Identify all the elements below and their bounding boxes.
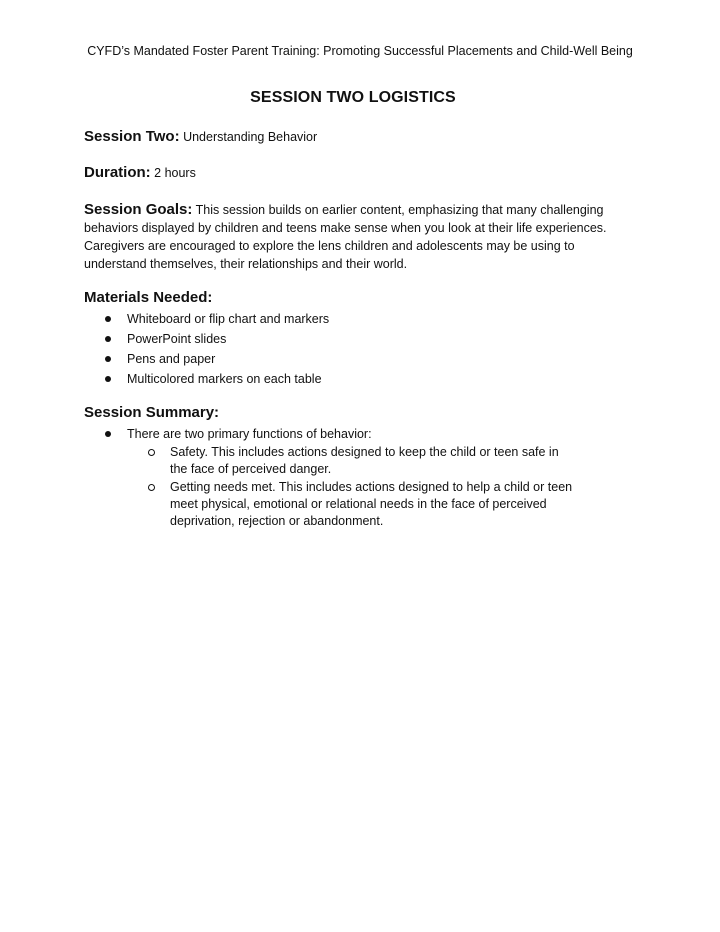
list-item xyxy=(84,329,329,349)
material-item: PowerPoint slides xyxy=(127,332,227,346)
list-item xyxy=(84,349,329,369)
duration-value: 2 hours xyxy=(154,166,196,180)
list-item xyxy=(84,309,329,329)
hollow-bullet-icon xyxy=(148,484,155,491)
material-item: Multicolored markers on each table xyxy=(127,372,322,386)
materials-heading: Materials Needed: xyxy=(84,289,213,306)
duration-label: Duration: xyxy=(84,164,151,181)
sub-list-item xyxy=(127,479,577,530)
session-field xyxy=(84,128,317,146)
bullet-icon xyxy=(105,376,111,382)
material-item: Whiteboard or flip chart and markers xyxy=(127,312,330,326)
duration-field xyxy=(84,164,196,182)
summary-list xyxy=(84,424,624,531)
page-title: SESSION TWO LOGISTICS xyxy=(250,89,456,106)
summary-subitem-text: Getting needs met. This includes actions designed to help a child or teen meet physical, emotional or relational needs in the face of perceived deprivation, rejection or abandonment. xyxy=(170,480,573,528)
summary-sublist xyxy=(127,444,577,530)
bullet-icon xyxy=(105,431,111,437)
list-item xyxy=(84,369,329,389)
sub-list-item xyxy=(127,444,577,478)
session-label: Session Two: xyxy=(84,128,180,145)
summary-heading: Session Summary: xyxy=(84,404,220,421)
bullet-icon xyxy=(105,316,111,322)
session-goals-text: This session builds on earlier content, emphasizing that many challenging behaviors displayed by children and teens make sense when you look at their life experiences. Caregivers are encouraged to explore the lens children and adolescents may be using to understand themselves, their relationships and their world. xyxy=(84,203,607,271)
session-goals-field xyxy=(84,201,634,273)
hollow-bullet-icon xyxy=(148,449,155,456)
session-goals-label: Session Goals: xyxy=(84,201,193,218)
running-header: CYFD’s Mandated Foster Parent Training: Promoting Successful Placements and Child-Well Being xyxy=(87,44,633,58)
bullet-icon xyxy=(105,356,111,362)
session-value: Understanding Behavior xyxy=(183,130,318,144)
list-item xyxy=(84,424,624,530)
summary-subitem-text: Safety. This includes actions designed to keep the child or teen safe in the face of perceived danger. xyxy=(170,445,559,476)
material-item: Pens and paper xyxy=(127,352,216,366)
materials-list xyxy=(84,309,329,389)
summary-item-text: There are two primary functions of behavior: xyxy=(127,427,372,441)
bullet-icon xyxy=(105,336,111,342)
